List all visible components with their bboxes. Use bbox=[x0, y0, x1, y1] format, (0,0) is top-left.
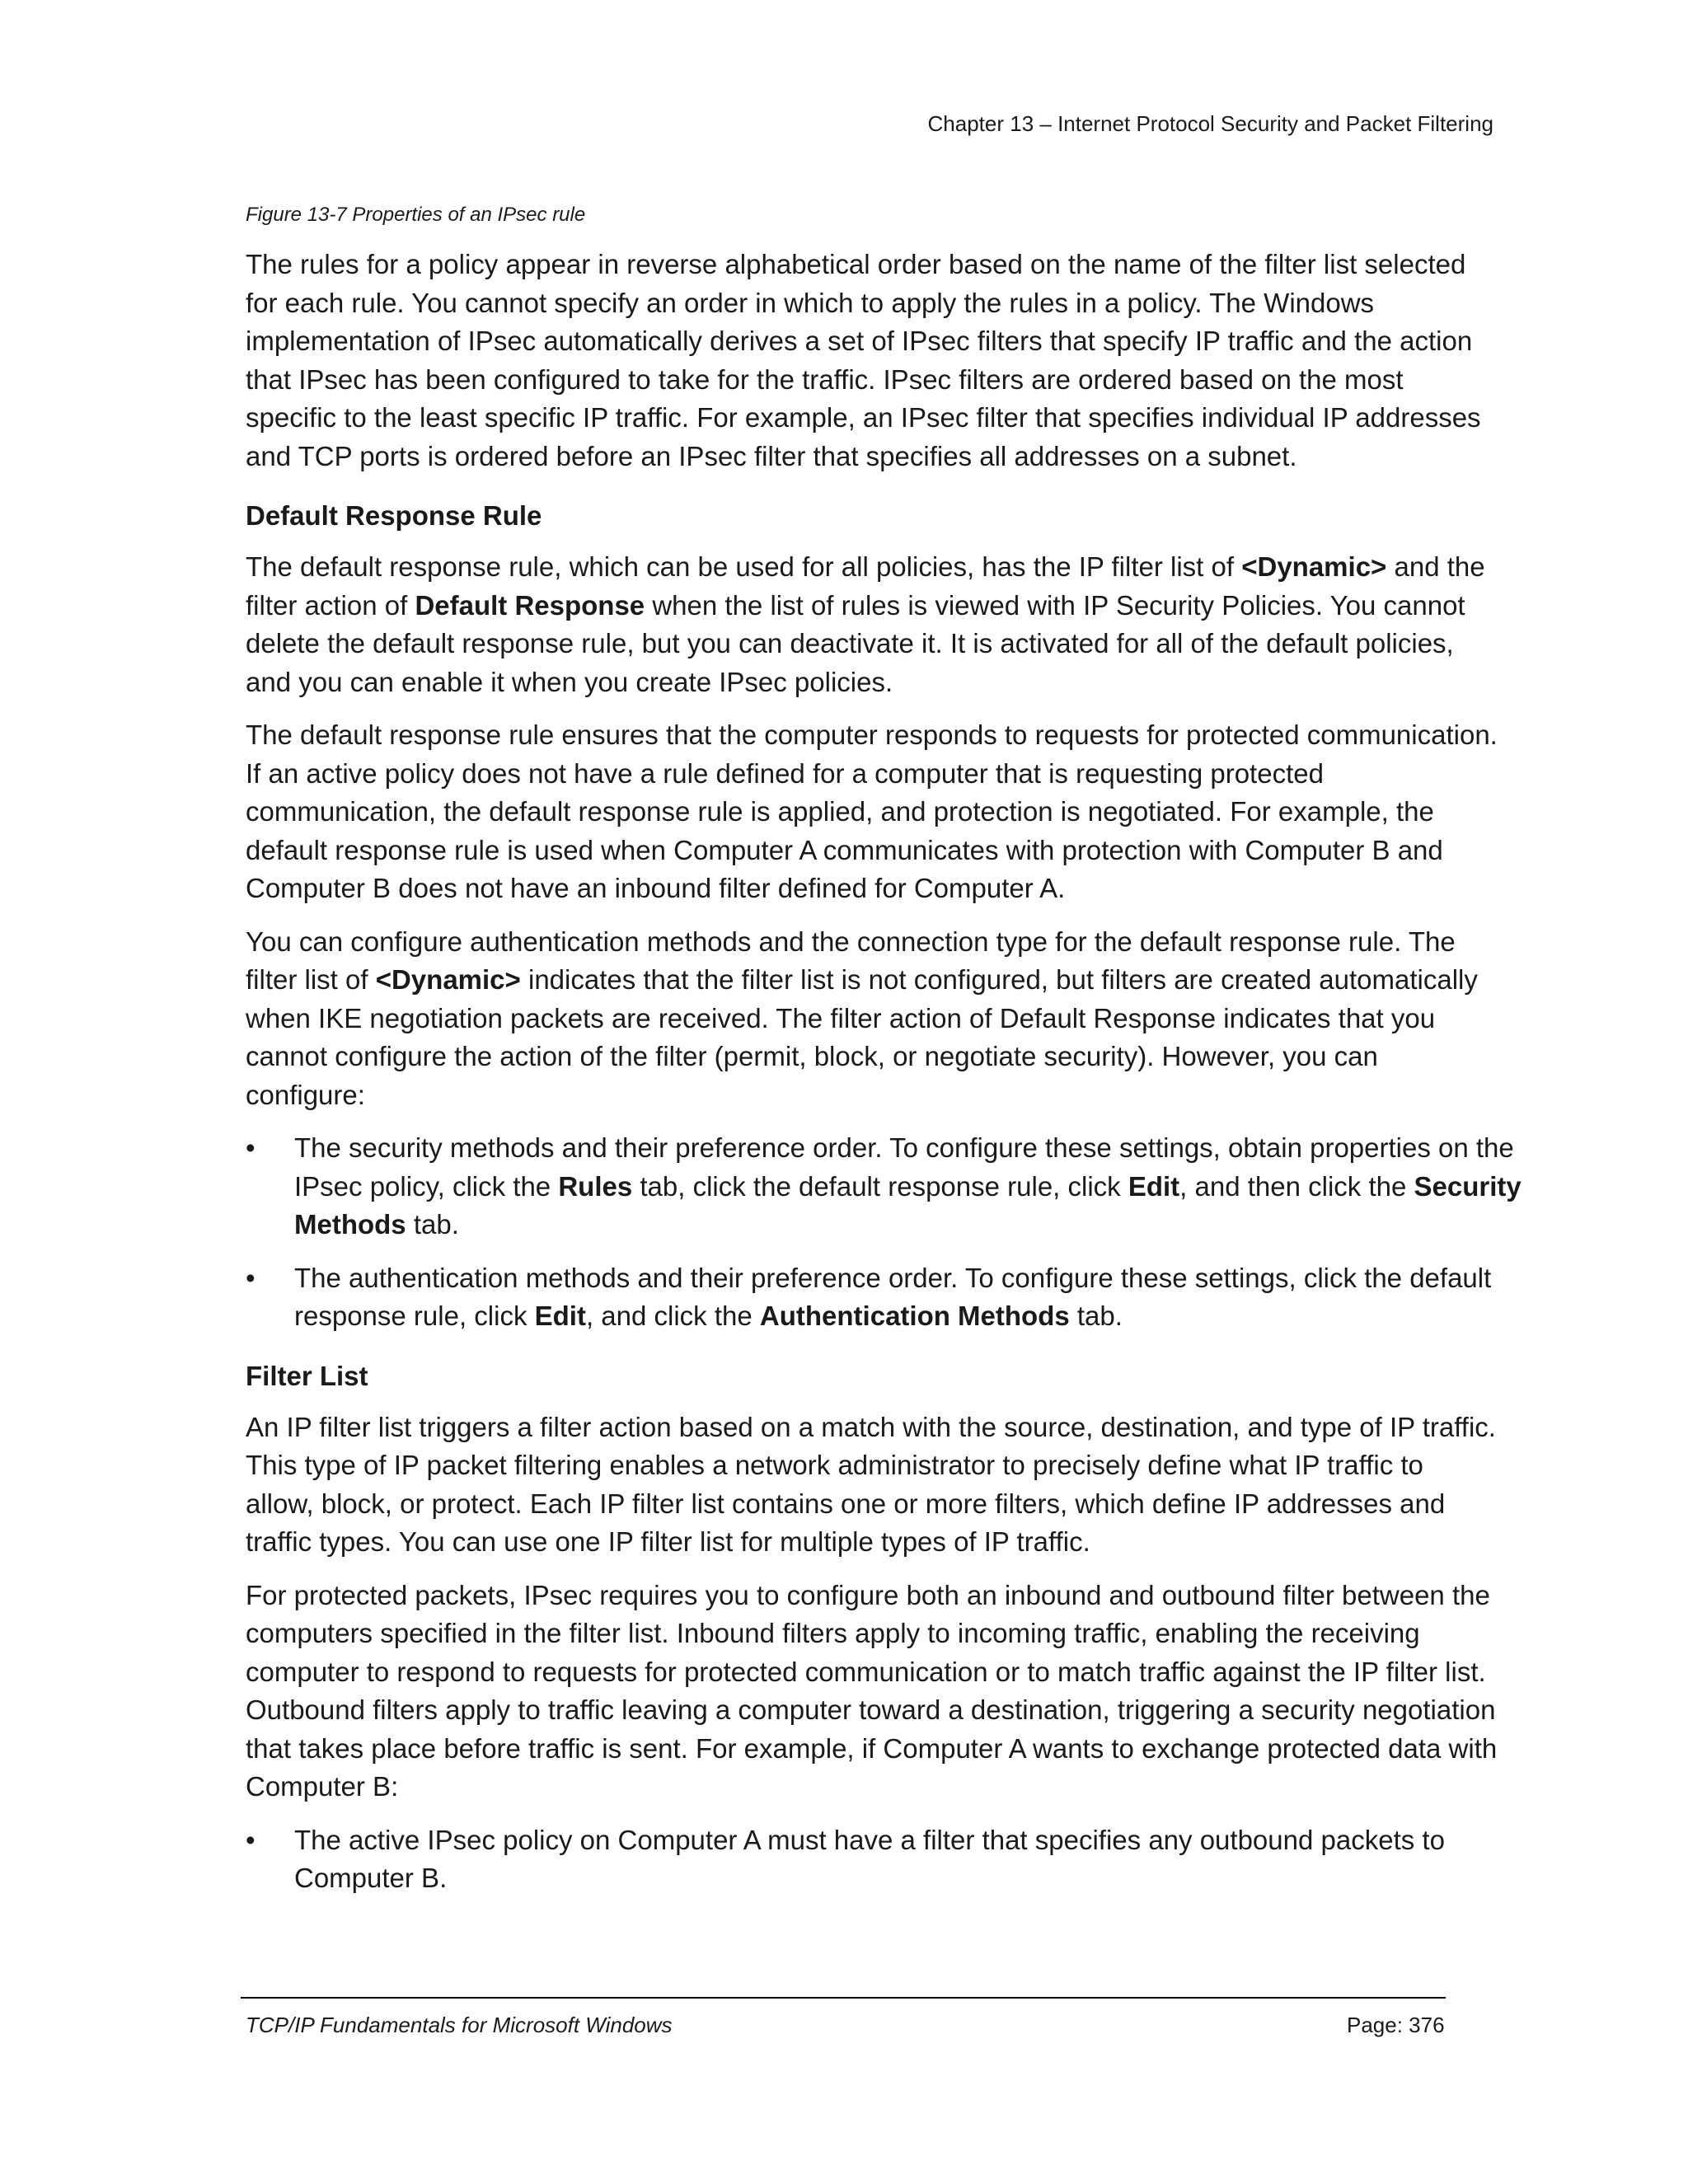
text-run: The security methods and their preference order. To configure these settings, obtain properties on the IPsec policy, click the bbox=[294, 1132, 1514, 1202]
filter-list-bullet-list bbox=[246, 1821, 1531, 1898]
intro-paragraph: The rules for a policy appear in reverse alphabetical order based on the name of the filter list selected for each rule. You cannot specify an order in which to apply the rules in a policy. The Windows implementation of IPsec automatically derives a set of IPsec filters that specify IP traffic and the action that IPsec has been configured to take for the traffic. IPsec filters are ordered based on the most specific to the least specific IP traffic. For example, an IPsec filter that specifies individual IP addresses and TCP ports is ordered before an IPsec filter that specifies all addresses on a subnet. bbox=[246, 249, 1481, 471]
footer-page-number: Page: 376 bbox=[1347, 2013, 1445, 2037]
filter-list-paragraph-2: For protected packets, IPsec requires you to configure both an inbound and outbound filter between the computers specified in the filter list. Inbound filters apply to incoming traffic, enabling the receiving computer to respond to requests for protected communication or to match traffic against the IP filter list. Outbound filters apply to traffic leaving a computer toward a destination, triggering a security negotiation that takes place before traffic is sent. For example, if Computer A wants to exchange protected data with Computer B: bbox=[246, 1579, 1498, 1802]
bold-term: Rules bbox=[558, 1170, 633, 1202]
text-run: , and then click the bbox=[1179, 1170, 1414, 1202]
footer-book-title: TCP/IP Fundamentals for Microsoft Windows bbox=[246, 2013, 673, 2037]
text-run: The default response rule, which can be used for all policies, has the IP filter list of bbox=[246, 551, 1242, 582]
text-run: tab. bbox=[406, 1209, 459, 1240]
bold-term: Edit bbox=[1128, 1170, 1180, 1202]
text-run: and the filter action of bbox=[246, 551, 1485, 621]
bold-term: Authentication Methods bbox=[759, 1301, 1070, 1331]
list-item bbox=[246, 1259, 1531, 1336]
list-item bbox=[246, 1129, 1531, 1244]
text-run: tab. bbox=[1069, 1301, 1123, 1331]
default-response-bullet-list bbox=[246, 1129, 1531, 1336]
page-body bbox=[246, 203, 1531, 1913]
bold-term: Security Methods bbox=[294, 1170, 1522, 1240]
bold-term: <Dynamic> bbox=[375, 964, 521, 995]
bold-term: Default Response bbox=[415, 589, 645, 621]
list-item bbox=[246, 1821, 1531, 1898]
bullet-icon: • bbox=[246, 1262, 256, 1293]
bold-term: <Dynamic> bbox=[1241, 551, 1387, 582]
filter-list-paragraph-1: An IP filter list triggers a filter action based on a match with the source, destination, and type of IP traffic. This type of IP packet filtering enables a network administrator to precisely define what IP traffic to allow, block, or protect. Each IP filter list contains one or more filters, which define IP addresses and traffic types. You can use one IP filter list for multiple types of IP traffic. bbox=[246, 1411, 1496, 1557]
section-heading-filter-list: Filter List bbox=[246, 1360, 368, 1391]
bold-term: Edit bbox=[534, 1301, 586, 1331]
section-heading-default-response-rule: Default Response Rule bbox=[246, 500, 542, 531]
bullet-icon: • bbox=[246, 1824, 256, 1855]
text-run: when the list of rules is viewed with IP Security Policies. You cannot delete the default response rule, but you can deactivate it. It is activated for all of the default policies, and you can enable it when you create IPsec policies. bbox=[246, 589, 1465, 697]
running-head: Chapter 13 – Internet Protocol Security and Packet Filtering bbox=[927, 111, 1493, 136]
text-run: The authentication methods and their preference order. To configure these settings, click the default response rule, click bbox=[294, 1262, 1492, 1331]
default-response-paragraph-2: The default response rule ensures that the computer responds to requests for protected communication. If an active policy does not have a rule defined for a computer that is requesting protected communication, the default response rule is applied, and protection is negotiated. For example, the default response rule is used when Computer A communicates with protection with Computer B and Computer B does not have an inbound filter defined for Computer A. bbox=[246, 719, 1498, 903]
default-response-paragraph-1 bbox=[246, 548, 1498, 701]
figure-caption: Figure 13-7 Properties of an IPsec rule bbox=[246, 204, 586, 226]
text-run: indicates that the filter list is not configured, but filters are created automatically when IKE negotiation packets are received. The filter action of Default Response indicates that you cannot configure the action of the filter (permit, block, or negotiate security). However, you can configure: bbox=[246, 964, 1478, 1110]
text-run: , and click the bbox=[585, 1301, 760, 1331]
default-response-paragraph-3 bbox=[246, 923, 1498, 1115]
bullet-icon: • bbox=[246, 1132, 256, 1163]
text-run: You can configure authentication methods and the connection type for the default response rule. The filter list of bbox=[246, 926, 1456, 995]
text-run: The active IPsec policy on Computer A must have a filter that specifies any outbound packets to Computer B. bbox=[294, 1824, 1445, 1893]
footer-divider bbox=[241, 1997, 1446, 1999]
text-run: tab, click the default response rule, click bbox=[632, 1170, 1128, 1202]
